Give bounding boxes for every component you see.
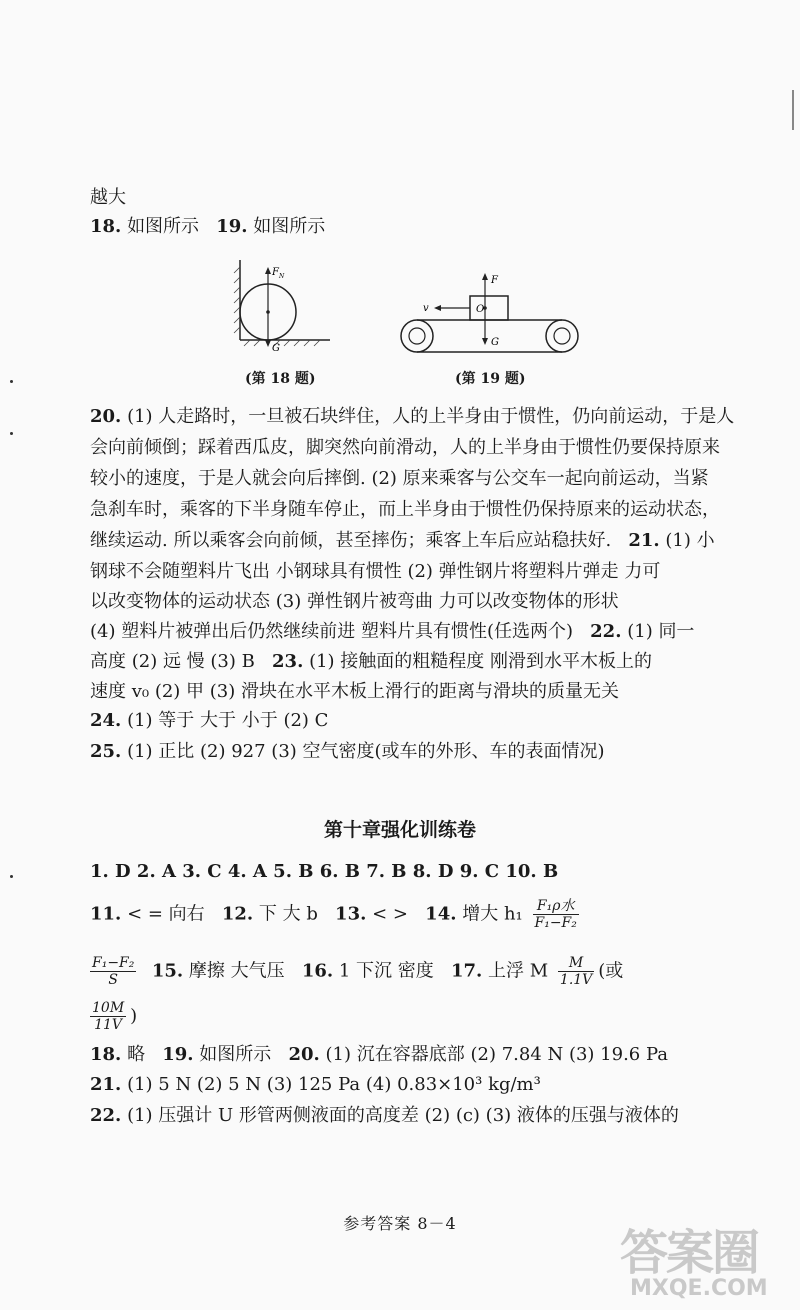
fraction [533,898,579,931]
question-number: 21. [90,1074,122,1095]
answer-line [90,680,770,704]
watermark-text: 答案圈 [620,1225,759,1281]
gravity-label: G [491,337,499,348]
answer-text: 略 [127,1044,146,1065]
fraction-denominator: F₁−F₂ [534,915,577,931]
figure-19-diagram [390,262,590,362]
answer-text: (1) 压强计 U 形管两侧液面的高度差 (2) (c) (3) 液体的压强与液体的 [127,1105,679,1126]
answer-line [90,1000,770,1033]
answer-text: (或 [598,960,624,982]
answer-text: < > [372,903,408,925]
answer-text: 如图所示 [127,216,200,237]
question-number: 22. [590,621,622,642]
answer-text: (1) 正比 (2) 927 (3) 空气密度(或车的外形、车的表面情况) [127,741,605,762]
answer-text: 增大 h₁ [462,903,523,925]
answer-text: (4) 塑料片被弹出后仍然继续前进 塑料片具有惯性(任选两个) [90,621,573,642]
question-number: 20. [90,406,122,427]
answer-line [90,436,770,460]
question-number: 12. [221,903,254,925]
answer-line [90,405,770,429]
answer-text: 如图所示 [199,1044,272,1065]
answer-text: (1) 等于 大于 小于 (2) C [127,710,329,731]
answer-text: 钢球不会随塑料片飞出 小钢球具有惯性 (2) 弹性钢片将塑料片弹走 力可 [90,561,661,582]
page-footer: 参考答案 8－4 [343,1214,457,1233]
answer-line [90,560,770,584]
answer-line-17-end [90,186,770,210]
answer-line [90,467,770,491]
question-number: 19. [162,1044,194,1065]
answer-text: (1) 沉在容器底部 (2) 7.84 N (3) 19.6 Pa [325,1044,669,1065]
answer-line [90,1043,770,1067]
figure-18-diagram [225,255,345,355]
answer-text: 较小的速度，于是人就会向后摔倒. (2) 原来乘客与公交车一起向前运动，当紧 [90,468,709,489]
fraction-denominator: 1.1V [559,972,593,988]
answer-text: 摩擦 大气压 [188,960,285,982]
fraction-numerator: M [558,955,594,972]
question-number: 18. [90,216,122,237]
question-number: 20. [288,1044,320,1065]
answer-text: 急刹车时，乘客的下半身随车停止，而上半身由于惯性仍保持原来的运动状态， [90,499,720,520]
answer-line [90,1073,770,1097]
page-edge-mark [792,90,794,130]
question-number: 17. [450,960,483,982]
answer-text: 以改变物体的运动状态 (3) 弹性钢片被弯曲 力可以改变物体的形状 [90,591,619,612]
answer-text: (1) 5 N (2) 5 N (3) 125 Pa (4) 0.83×10³ kg/m³ [127,1074,541,1095]
velocity-label: v [423,303,429,314]
fraction-numerator: F₁−F₂ [92,955,135,971]
answer-line [90,529,770,553]
answer-text: (1) 接触面的粗糙程度 刚滑到水平木板上的 [309,651,653,672]
question-number: 18. [90,1044,122,1065]
figure-19-caption: (第 19 题) [455,371,526,387]
answer-line [90,709,770,733]
question-number: 21. [628,530,660,551]
margin-dot [10,875,13,878]
force-label: F [491,275,498,286]
question-number: 19. [216,216,248,237]
answer-line [90,620,770,644]
question-number: 13. [335,903,367,925]
answer-text: 会向前倾倒；踩着西瓜皮，脚突然向前滑动，人的上半身由于惯性仍要保持原来 [90,437,720,458]
fraction [90,955,136,988]
answer-text: (1) 小 [665,530,715,551]
normal-force-subscript: N [279,273,285,280]
margin-dot [10,380,13,383]
question-number: 25. [90,741,122,762]
answer-text: 高度 (2) 远 慢 (3) B [90,651,255,672]
question-number: 23. [272,651,304,672]
answer-line [90,740,770,764]
fraction [558,955,594,988]
normal-force-label: F [272,267,279,278]
answer-text: 速度 v₀ (2) 甲 (3) 滑块在水平木板上滑行的距离与滑块的质量无关 [90,681,619,702]
section-title: 第十章强化训练卷 [323,819,476,841]
answer-text: < = 向右 [127,903,205,925]
answer-line [90,898,770,931]
answer-text: (1) 人走路时，一旦被石块绊住，人的上半身由于惯性，仍向前运动，于是人 [127,406,735,427]
fraction [90,1000,126,1033]
answer-text: 上浮 M [488,960,549,982]
question-number: 15. [151,960,184,982]
answer-text: (1) 同一 [627,621,695,642]
answer-text: 继续运动. 所以乘客会向前倾，甚至摔伤；乘客上车后应站稳扶好. [90,530,612,551]
fraction-numerator: F₁ρ水 [533,898,579,915]
answer-text: 下 大 b [258,903,318,925]
answer-line [90,860,770,884]
answer-line [90,650,770,674]
figure-18-caption: (第 18 题) [245,371,316,387]
fraction-numerator: 10M [92,1000,125,1016]
question-number: 24. [90,710,122,731]
watermark-url: MXQE.COM [630,1276,768,1301]
answer-text: 1 下沉 密度 [338,960,434,982]
answer-text: ) [130,1005,138,1027]
question-number: 11. [90,903,122,925]
gravity-label: G [272,343,280,354]
question-number: 14. [425,903,457,925]
watermark-logo [600,1210,790,1306]
answer-line-18-19 [90,215,770,239]
fraction-denominator: 11V [94,1017,123,1033]
answer-line [90,498,770,522]
line-text: 越大 [90,187,126,208]
center-label: O [476,304,485,315]
choice-answers: 1. D 2. A 3. C 4. A 5. B 6. B 7. B 8. D 9. C 10. B [90,861,559,882]
answer-line [90,955,770,988]
question-number: 22. [90,1105,122,1126]
answer-text: 如图所示 [253,216,326,237]
margin-dot [10,432,13,435]
question-number: 16. [301,960,334,982]
fraction-denominator: S [108,972,118,988]
answer-line [90,590,770,614]
answer-line [90,1104,770,1128]
